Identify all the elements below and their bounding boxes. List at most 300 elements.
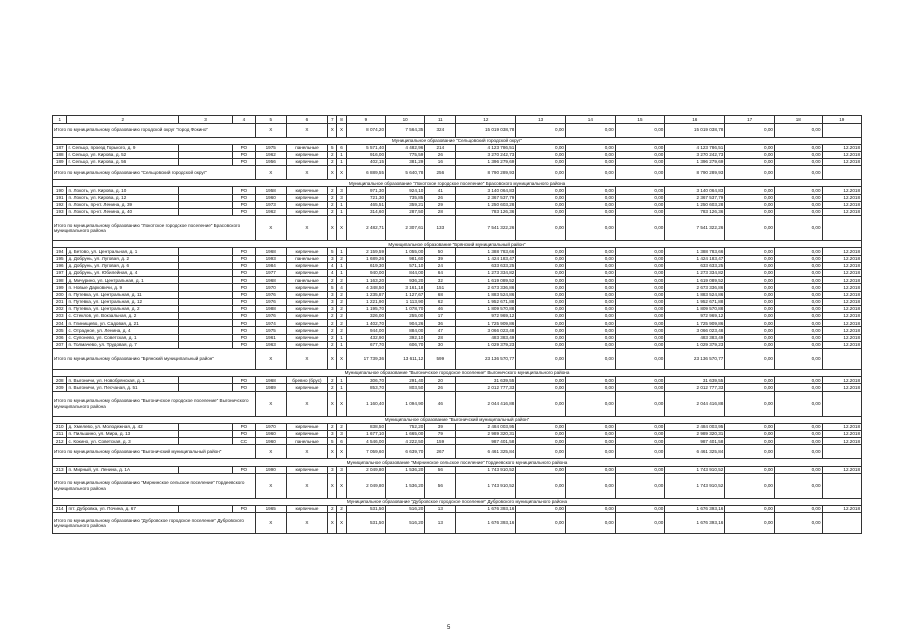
page-number: 5: [447, 625, 451, 631]
table-cell: 0,00: [566, 334, 616, 341]
total-cell: 0,00: [615, 216, 665, 241]
table-cell: 1 725 909,86: [456, 320, 516, 327]
table-cell: п. Локоть, пр-кт. Ленина, д. 39: [67, 201, 179, 208]
table-cell: 1976: [255, 313, 286, 320]
total-cell: X: [337, 513, 346, 534]
total-cell: 516,20: [386, 513, 425, 534]
table-cell: 255,00: [386, 313, 425, 320]
table-row: [53, 159, 862, 166]
table-cell: 2 484 003,95: [456, 423, 516, 430]
table-row: [53, 262, 862, 269]
table-cell: 2: [328, 334, 337, 341]
table-cell: 1976: [255, 291, 286, 298]
table-cell: 0,00: [774, 384, 822, 391]
table-cell: [179, 305, 233, 312]
table-cell: 1 677,10: [346, 430, 385, 437]
table-cell: 1: [337, 248, 346, 255]
table-cell: 483 383,49: [665, 334, 725, 341]
table-cell: 619,30: [346, 262, 385, 269]
total-cell: 7 564,35: [386, 123, 425, 137]
table-cell: 3: [337, 466, 346, 473]
table-cell: п. Выгоничи, ул. Новобрянская, д. 1: [67, 377, 179, 384]
table-cell: 1960: [255, 194, 286, 201]
total-cell: [822, 391, 861, 416]
table-cell: 0,00: [774, 327, 822, 334]
table-cell: 197: [53, 269, 67, 276]
table-cell: кирпичные: [286, 187, 327, 194]
table-cell: 0,00: [566, 430, 616, 437]
total-cell: X: [286, 391, 327, 416]
total-cell: X: [337, 445, 346, 459]
total-cell: 0,00: [725, 445, 775, 459]
table-cell: 0,00: [725, 313, 775, 320]
table-cell: 1 952 671,88: [456, 298, 516, 305]
table-cell: 1958: [255, 187, 286, 194]
table-cell: 1 424 183,47: [456, 255, 516, 262]
total-cell: X: [328, 349, 337, 370]
table-cell: 0,00: [615, 505, 665, 512]
table-cell: 803,50: [386, 384, 425, 391]
total-cell: 13: [425, 513, 456, 534]
total-cell: 15 019 038,78: [456, 123, 516, 137]
total-cell: 0,00: [615, 349, 665, 370]
table-cell: 4: [328, 269, 337, 276]
total-cell: 599: [425, 349, 456, 370]
table-cell: 3 066 023,48: [665, 327, 725, 334]
table-cell: РО: [232, 327, 255, 334]
column-header: 7: [328, 116, 337, 124]
table-row: [53, 384, 862, 391]
total-cell: X: [255, 166, 286, 180]
table-cell: 50: [425, 248, 456, 255]
table-cell: 0,00: [516, 423, 566, 430]
table-cell: 17: [425, 313, 456, 320]
section-title: Муниципальное образование "Сельцовский городской округ": [53, 137, 862, 144]
table-cell: кирпичные: [286, 320, 327, 327]
table-cell: 2 012 777,33: [456, 384, 516, 391]
table-cell: 1 163,20: [346, 277, 385, 284]
table-cell: 0,00: [516, 377, 566, 384]
table-cell: 209: [53, 384, 67, 391]
total-cell: X: [286, 166, 327, 180]
table-cell: д. Мичурино, ул. Центральная, д. 1: [67, 277, 179, 284]
table-cell: д. Добрунь, ул. Луговая, д. 2: [67, 255, 179, 262]
table-cell: 36: [425, 320, 456, 327]
table-cell: 0,00: [774, 262, 822, 269]
table-cell: 1 250 603,28: [456, 201, 516, 208]
table-cell: 987 401,58: [665, 438, 725, 445]
table-cell: 0,00: [516, 255, 566, 262]
table-cell: 3 161,18: [386, 284, 425, 291]
table-cell: 0,00: [615, 466, 665, 473]
table-cell: [179, 209, 233, 216]
table-cell: РО: [232, 466, 255, 473]
total-cell: X: [255, 349, 286, 370]
table-cell: 4: [337, 284, 346, 291]
table-cell: 0,00: [725, 284, 775, 291]
table-cell: 0,00: [566, 144, 616, 151]
table-cell: 151: [425, 284, 456, 291]
table-cell: 210: [53, 423, 67, 430]
table-row: [53, 255, 862, 262]
table-cell: 0,00: [566, 159, 616, 166]
table-cell: СС: [232, 438, 255, 445]
table-cell: 6: [337, 144, 346, 151]
table-cell: 2: [328, 201, 337, 208]
table-row: [53, 305, 862, 312]
table-cell: п. Локоть, ул. Кирова, д. 12: [67, 194, 179, 201]
table-row: [53, 248, 862, 255]
table-cell: 392,10: [386, 334, 425, 341]
table-cell: 1974: [255, 320, 286, 327]
table-cell: п. Локоть, пр-кт. Ленина, д. 40: [67, 209, 179, 216]
table-cell: 0,00: [774, 284, 822, 291]
table-cell: 199: [53, 284, 67, 291]
table-cell: 0,00: [725, 377, 775, 384]
total-cell: 7 059,60: [346, 445, 385, 459]
table-cell: 4: [328, 262, 337, 269]
table-cell: 2: [328, 313, 337, 320]
table-row: [53, 201, 862, 208]
table-cell: РО: [232, 291, 255, 298]
table-cell: РО: [232, 284, 255, 291]
table-cell: панельные: [286, 277, 327, 284]
column-header: 8: [337, 116, 346, 124]
table-cell: 39: [425, 255, 456, 262]
table-cell: [179, 377, 233, 384]
table-cell: 1 952 671,88: [665, 298, 725, 305]
table-cell: 0,00: [615, 159, 665, 166]
table-cell: 0,00: [615, 298, 665, 305]
table-cell: кирпичные: [286, 334, 327, 341]
table-cell: 0,00: [615, 313, 665, 320]
table-cell: 12.2018: [822, 187, 861, 194]
table-cell: 0,00: [516, 305, 566, 312]
table-cell: панельные: [286, 438, 327, 445]
table-cell: п. Глинищево, ул. Садовая, д. 21: [67, 320, 179, 327]
section-row: [53, 416, 862, 423]
table-cell: с. Стеклов, ул. Вокзальная, д. 2: [67, 313, 179, 320]
table-cell: 0,00: [774, 466, 822, 473]
total-row: [53, 391, 862, 416]
table-cell: 838,50: [346, 423, 385, 430]
table-cell: 1973: [255, 201, 286, 208]
total-cell: X: [337, 391, 346, 416]
table-row: [53, 298, 862, 305]
table-cell: 2: [328, 194, 337, 201]
total-cell: [822, 216, 861, 241]
table-cell: 0,00: [774, 248, 822, 255]
table-cell: 0,00: [516, 277, 566, 284]
table-cell: 2: [337, 505, 346, 512]
total-cell: X: [337, 349, 346, 370]
table-cell: 12.2018: [822, 384, 861, 391]
table-cell: 0,00: [516, 466, 566, 473]
table-cell: 0,00: [774, 291, 822, 298]
total-cell: 0,00: [615, 123, 665, 137]
table-cell: 31 639,55: [456, 377, 516, 384]
table-cell: 0,00: [615, 201, 665, 208]
column-header: 16: [665, 116, 725, 124]
total-cell: 324: [425, 123, 456, 137]
table-cell: 465,51: [346, 201, 385, 208]
table-cell: 5 571,40: [346, 144, 385, 151]
table-cell: 3: [337, 430, 346, 437]
total-cell: 0,00: [566, 216, 616, 241]
column-header: 2: [67, 116, 179, 124]
table-cell: 0,00: [566, 248, 616, 255]
total-cell: X: [328, 513, 337, 534]
total-cell: 0,00: [516, 166, 566, 180]
table-cell: 2 484 003,95: [665, 423, 725, 430]
total-cell: X: [286, 445, 327, 459]
table-cell: 2: [337, 298, 346, 305]
total-cell: 2 044 416,88: [665, 391, 725, 416]
table-cell: 0,00: [615, 327, 665, 334]
table-cell: 0,00: [615, 269, 665, 276]
table-cell: [179, 438, 233, 445]
table-cell: [179, 269, 233, 276]
total-label: Итого по муниципальному образованию городской округ "город Фокино": [53, 123, 256, 137]
table-cell: РО: [232, 377, 255, 384]
total-cell: X: [328, 445, 337, 459]
table-cell: 16: [425, 159, 456, 166]
total-cell: 0,00: [566, 123, 616, 137]
total-cell: 0,00: [615, 391, 665, 416]
table-cell: 1961: [255, 334, 286, 341]
table-cell: 1 676 393,16: [665, 505, 725, 512]
table-cell: 1976: [255, 298, 286, 305]
table-cell: 194: [53, 248, 67, 255]
table-cell: 1977: [255, 269, 286, 276]
table-cell: 1 883 524,86: [456, 291, 516, 298]
table-cell: 0,00: [516, 327, 566, 334]
table-cell: 0,00: [615, 430, 665, 437]
total-cell: 6 639,70: [386, 445, 425, 459]
total-cell: 0,00: [516, 445, 566, 459]
table-row: [53, 320, 862, 327]
table-cell: 775,59: [386, 151, 425, 158]
total-cell: [822, 473, 861, 498]
total-cell: 0,00: [516, 123, 566, 137]
table-cell: 1975: [255, 327, 286, 334]
table-cell: 26: [425, 151, 456, 158]
table-cell: 1 127,67: [386, 291, 425, 298]
table-cell: 0,00: [566, 262, 616, 269]
table-cell: 1 809 570,88: [456, 305, 516, 312]
table-cell: 12.2018: [822, 377, 861, 384]
table-cell: 0,00: [615, 438, 665, 445]
table-cell: панельные: [286, 144, 327, 151]
total-cell: 0,00: [774, 445, 822, 459]
table-cell: 916,00: [346, 151, 385, 158]
table-cell: 0,00: [566, 277, 616, 284]
register-sheet: [52, 115, 862, 534]
table-cell: кирпичные: [286, 423, 327, 430]
total-cell: 8 790 289,93: [665, 166, 725, 180]
table-cell: 1 619 089,52: [665, 277, 725, 284]
table-cell: 2 989 320,31: [456, 430, 516, 437]
column-header: 12: [456, 116, 516, 124]
total-cell: [822, 349, 861, 370]
table-cell: 844,00: [386, 269, 425, 276]
table-cell: 0,00: [774, 159, 822, 166]
column-header: 1: [53, 116, 67, 124]
table-row: [53, 430, 862, 437]
table-cell: 483 383,49: [456, 334, 516, 341]
table-cell: 2: [337, 277, 346, 284]
table-cell: панельные: [286, 255, 327, 262]
column-header: 10: [386, 116, 425, 124]
total-cell: X: [328, 391, 337, 416]
table-cell: 1 388 783,66: [456, 248, 516, 255]
table-cell: 205: [53, 327, 67, 334]
table-cell: 0,00: [516, 187, 566, 194]
table-cell: с. Отрадное, ул. Ленина, д. 4: [67, 327, 179, 334]
table-cell: 0,00: [566, 341, 616, 348]
total-cell: 0,00: [516, 216, 566, 241]
table-cell: 188: [53, 151, 67, 158]
table-cell: 12.2018: [822, 151, 861, 158]
table-cell: 633 633,25: [665, 262, 725, 269]
table-cell: 0,00: [725, 334, 775, 341]
table-cell: 0,00: [566, 194, 616, 201]
table-cell: [179, 327, 233, 334]
table-cell: 12.2018: [822, 262, 861, 269]
table-cell: [179, 159, 233, 166]
table-cell: 6: [337, 438, 346, 445]
table-cell: 0,00: [516, 269, 566, 276]
table-row: [53, 341, 862, 348]
table-cell: 531,50: [346, 505, 385, 512]
table-cell: 0,00: [725, 305, 775, 312]
total-cell: 2 044 416,88: [456, 391, 516, 416]
table-cell: 1 273 334,82: [456, 269, 516, 276]
total-cell: 1 676 393,16: [456, 513, 516, 534]
table-cell: 0,00: [516, 262, 566, 269]
table-cell: п. Новые Дарковичи, д. 9: [67, 284, 179, 291]
table-cell: 13: [425, 505, 456, 512]
total-cell: 46: [425, 391, 456, 416]
table-cell: РО: [232, 262, 255, 269]
total-cell: 7 541 322,26: [456, 216, 516, 241]
table-cell: 2 367 537,79: [665, 194, 725, 201]
table-cell: 0,00: [725, 505, 775, 512]
table-cell: 606,70: [386, 341, 425, 348]
table-cell: кирпичные: [286, 341, 327, 348]
total-cell: X: [328, 216, 337, 241]
section-row: [53, 180, 862, 187]
table-cell: кирпичные: [286, 291, 327, 298]
table-cell: 0,00: [516, 248, 566, 255]
total-cell: 0,00: [615, 473, 665, 498]
table-cell: 1 055,00: [386, 248, 425, 255]
total-cell: 13 611,12: [386, 349, 425, 370]
table-cell: 314,60: [346, 209, 385, 216]
table-cell: 3: [328, 298, 337, 305]
table-cell: 0,00: [615, 194, 665, 201]
total-label: Итого по муниципальному образованию "Выгоничский муниципальный район": [53, 445, 256, 459]
table-cell: 1: [337, 159, 346, 166]
table-cell: 0,00: [725, 144, 775, 151]
table-cell: 783 126,36: [665, 209, 725, 216]
table-cell: 28: [425, 334, 456, 341]
total-cell: 0,00: [566, 473, 616, 498]
table-cell: 41: [425, 187, 456, 194]
table-row: [53, 334, 862, 341]
table-cell: 972 969,12: [456, 313, 516, 320]
header-row: [53, 116, 862, 124]
table-cell: 0,00: [774, 313, 822, 320]
total-cell: 0,00: [725, 166, 775, 180]
table-cell: 2: [337, 255, 346, 262]
total-label: Итого по муниципальному образованию "Сельцовский городской округ": [53, 166, 256, 180]
table-row: [53, 144, 862, 151]
table-cell: 0,00: [566, 151, 616, 158]
table-cell: 1990: [255, 466, 286, 473]
table-cell: [179, 384, 233, 391]
table-row: [53, 209, 862, 216]
table-cell: 31 639,55: [665, 377, 725, 384]
table-cell: 0,00: [615, 291, 665, 298]
table-cell: 0,00: [566, 209, 616, 216]
table-cell: 12.2018: [822, 423, 861, 430]
total-cell: 0,00: [725, 391, 775, 416]
table-cell: РО: [232, 423, 255, 430]
table-cell: г. Сельцо, ул. Кирова, д. 56: [67, 159, 179, 166]
table-cell: [179, 313, 233, 320]
total-cell: 2 482,71: [346, 216, 385, 241]
total-cell: 0,00: [566, 166, 616, 180]
table-cell: [179, 262, 233, 269]
table-cell: РО: [232, 384, 255, 391]
section-row: [53, 137, 862, 144]
total-cell: 0,00: [615, 445, 665, 459]
table-cell: 1 388 783,66: [665, 248, 725, 255]
total-cell: 1 743 910,52: [456, 473, 516, 498]
table-cell: с. Супонево, ул. Советская, д. 1: [67, 334, 179, 341]
table-cell: 0,00: [566, 284, 616, 291]
table-cell: 1965: [255, 505, 286, 512]
table-cell: 2: [328, 159, 337, 166]
table-cell: 213: [53, 466, 67, 473]
table-cell: 0,00: [774, 505, 822, 512]
table-cell: 1 273 334,82: [665, 269, 725, 276]
table-cell: 208: [53, 377, 67, 384]
table-cell: кирпичные: [286, 151, 327, 158]
table-cell: 2: [337, 327, 346, 334]
table-cell: 68: [425, 291, 456, 298]
table-cell: 28: [425, 209, 456, 216]
table-cell: кирпичные: [286, 466, 327, 473]
table-cell: 1970: [255, 423, 286, 430]
total-row: [53, 349, 862, 370]
table-cell: кирпичные: [286, 305, 327, 312]
column-header: 14: [566, 116, 616, 124]
total-cell: 0,00: [774, 513, 822, 534]
table-cell: 46: [425, 305, 456, 312]
table-cell: 0,00: [566, 438, 616, 445]
table-cell: РО: [232, 209, 255, 216]
total-cell: 1 676 393,16: [665, 513, 725, 534]
table-cell: 0,00: [566, 423, 616, 430]
table-cell: 381,29: [386, 159, 425, 166]
total-cell: 8 790 289,93: [456, 166, 516, 180]
table-row: [53, 291, 862, 298]
table-cell: 0,00: [516, 320, 566, 327]
table-row: [53, 438, 862, 445]
table-cell: 3 140 064,83: [456, 187, 516, 194]
